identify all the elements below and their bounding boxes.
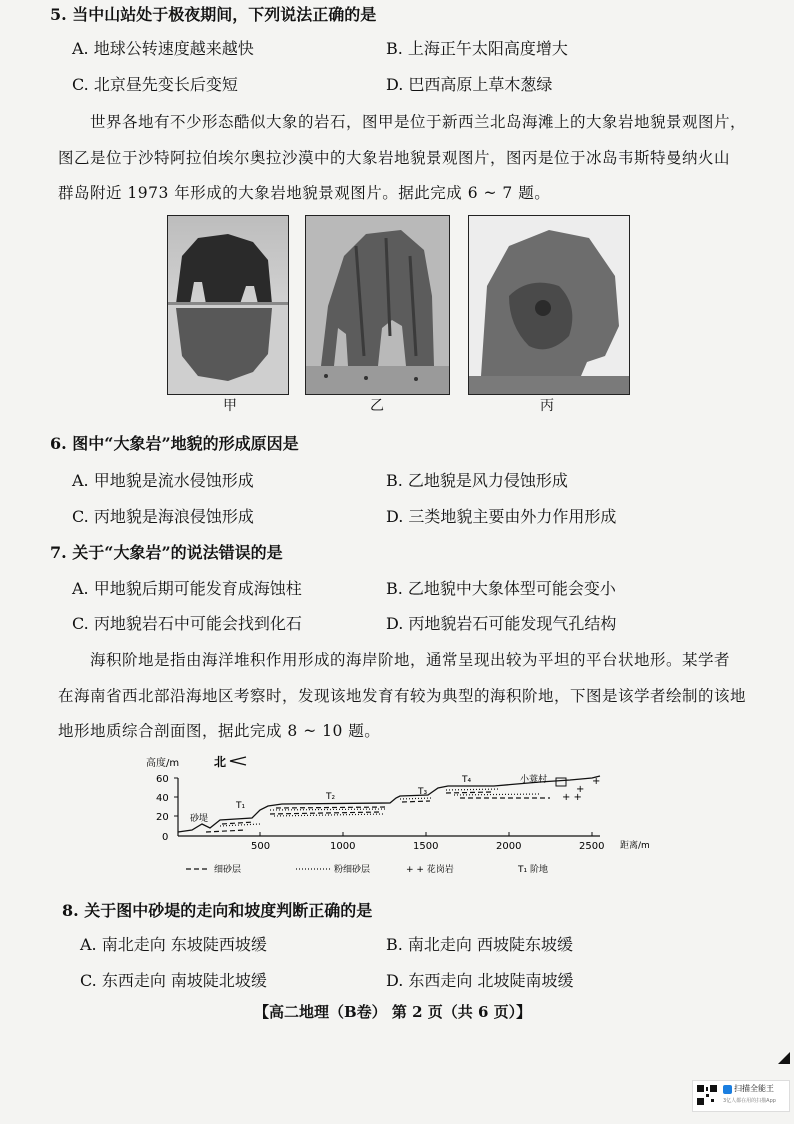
scanner-watermark (692, 1080, 790, 1112)
north-arrow-icon (230, 757, 246, 765)
photo-bing-elephant-rock (468, 215, 630, 395)
legend-granite: + + 花岗岩 (406, 865, 454, 875)
question-8-stem: 8. 关于图中砂堤的走向和坡度判断正确的是 (62, 901, 373, 920)
passage-1-line-2: 图乙是位于沙特阿拉伯埃尔奥拉沙漠中的大象岩地貌景观图片，图丙是位于冰岛韦斯特曼纳火山 (58, 149, 731, 167)
passage-1-line-1: 世界各地有不少形态酷似大象的岩石，图甲是位于新西兰北岛海滩上的大象岩地貌景观图片， (90, 113, 747, 131)
watermark-subtitle: 3亿人都在用的扫描App (723, 1098, 776, 1104)
q7-option-b: B. 乙地貌中大象体型可能会变小 (386, 579, 616, 598)
svg-text:+ +: + + (562, 792, 582, 803)
profile-ylabel: 高度/m (146, 758, 180, 769)
watermark-app-name: 扫描全能王 (734, 1084, 774, 1093)
profile-xtick-2000: 2000 (496, 841, 522, 852)
profile-north-label: 北 (214, 755, 227, 769)
profile-ytick-0: 0 (162, 832, 169, 843)
profile-ytick-40: 40 (156, 793, 169, 804)
village-house-icon (556, 778, 566, 786)
photo-yi-elephant-rock (305, 215, 450, 395)
passage-1-line-3: 群岛附近 1973 年形成的大象岩地貌景观图片。据此完成 6 ~ 7 题。 (58, 184, 551, 202)
profile-xtick-1500: 1500 (413, 841, 439, 852)
profile-ytick-60: 60 (156, 774, 169, 785)
q6-option-b: B. 乙地貌是风力侵蚀形成 (386, 471, 568, 490)
label-sand-dike: 砂堤 (190, 814, 209, 824)
qr-code-icon (696, 1084, 718, 1106)
passage-2-line-2: 在海南省西北部沿海地区考察时，发现该地发育有较为典型的海积阶地，下图是该学者绘制的该地 (58, 687, 747, 705)
legend-fine-sand: 细砂层 (214, 865, 242, 875)
q7-option-d: D. 丙地貌岩石可能发现气孔结构 (386, 614, 617, 633)
q7-option-a: A. 甲地貌后期可能发育成海蚀柱 (72, 579, 302, 598)
photo-caption-yi: 乙 (370, 398, 384, 414)
passage-2-line-1: 海积阶地是指由海洋堆积作用形成的海岸阶地，通常呈现出较为平坦的平台状地形。某学者 (90, 651, 731, 669)
q8-option-b: B. 南北走向 西坡陡东坡缓 (386, 935, 574, 954)
question-5-stem: 5. 当中山站处于极夜期间，下列说法正确的是 (50, 5, 377, 24)
label-village: 小蓑村 (520, 775, 548, 785)
q7-option-c: C. 丙地貌岩石中可能会找到化石 (72, 614, 302, 633)
q5-option-d: D. 巴西高原上草木葱绿 (386, 75, 553, 94)
photo-caption-bing: 丙 (540, 398, 554, 414)
q5-option-a: A. 地球公转速度越来越快 (72, 39, 254, 58)
label-terrace-t4: T₄ (462, 775, 472, 785)
question-6-stem: 6. 图中“大象岩”地貌的形成原因是 (50, 434, 299, 453)
q8-option-d: D. 东西走向 北坡陡南坡缓 (386, 971, 574, 990)
q5-option-c: C. 北京昼先变长后变短 (72, 75, 238, 94)
geologic-profile-diagram (130, 748, 670, 883)
q6-option-a: A. 甲地貌是流水侵蚀形成 (72, 471, 254, 490)
profile-xtick-2500: 2500 (579, 841, 605, 852)
label-terrace-t1: T₁ (236, 801, 246, 811)
q5-option-b: B. 上海正午太阳高度增大 (386, 39, 568, 58)
profile-ytick-20: 20 (156, 812, 169, 823)
question-7-stem: 7. 关于“大象岩”的说法错误的是 (50, 543, 283, 562)
q6-option-d: D. 三类地貌主要由外力作用形成 (386, 507, 617, 526)
photo-jia-elephant-rock (167, 215, 289, 395)
photo-caption-jia: 甲 (223, 398, 237, 414)
q8-option-c: C. 东西走向 南坡陡北坡缓 (80, 971, 267, 990)
q6-option-c: C. 丙地貌是海浪侵蚀形成 (72, 507, 254, 526)
profile-xtick-500: 500 (251, 841, 271, 852)
q8-option-a: A. 南北走向 东坡陡西坡缓 (80, 935, 267, 954)
svg-text:+: + (592, 776, 601, 787)
label-terrace-t3: T₃ (418, 787, 428, 797)
passage-2-line-3: 地形地质综合剖面图，据此完成 8 ~ 10 题。 (58, 722, 381, 740)
legend-terrace: T₁ 阶地 (518, 865, 548, 875)
profile-xlabel: 距离/m (620, 841, 650, 851)
corner-triangle-icon (778, 1052, 790, 1064)
svg-text:+: + (576, 784, 585, 795)
label-terrace-t2: T₂ (326, 792, 336, 802)
page-footer: 【高二地理（B卷） 第 2 页（共 6 页）】 (254, 1003, 532, 1021)
camscanner-logo-icon (723, 1085, 732, 1094)
legend-silt-fine-sand: 粉细砂层 (334, 865, 371, 875)
profile-xtick-1000: 1000 (330, 841, 356, 852)
